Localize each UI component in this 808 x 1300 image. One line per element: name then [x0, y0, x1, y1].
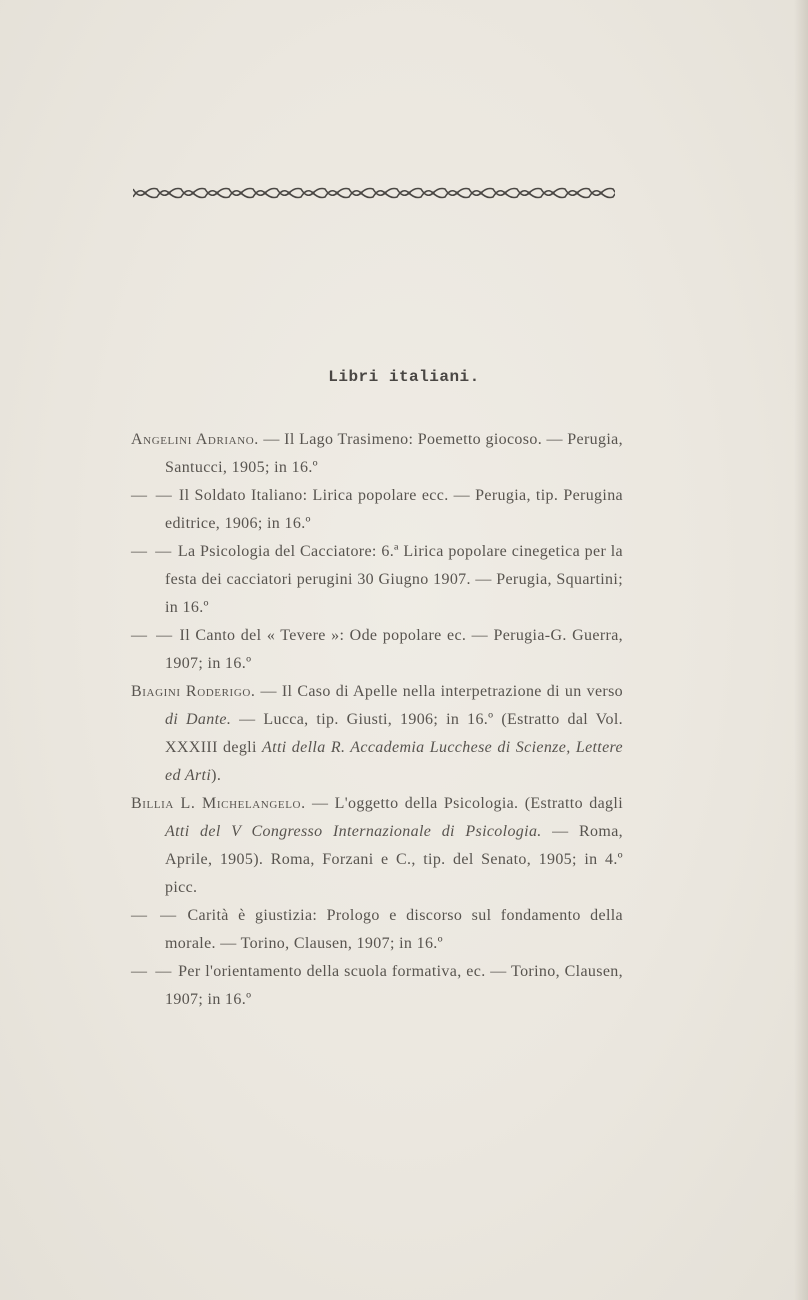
bibliography-entry	[131, 622, 623, 678]
entry-author: Biagini Roderigo.	[131, 683, 256, 700]
bibliography-entry	[131, 426, 623, 482]
entry-italic-title: Atti del V Congresso Internazionale di Psicologia.	[165, 823, 542, 840]
entry-text: — Il Caso di Apelle nella interpetrazione di un verso	[260, 683, 623, 700]
bibliography-entry	[131, 902, 623, 958]
entry-text: — L'oggetto della Psicologia. (Estratto dagli	[312, 795, 623, 812]
bibliography-entry	[131, 678, 623, 790]
ditto-dash: — —	[131, 627, 175, 644]
bibliography-entry	[131, 958, 623, 1014]
ditto-dash: — —	[131, 487, 174, 504]
bibliography-entry	[131, 482, 623, 538]
entry-text: Per l'orientamento della scuola formativa, ec. — Torino, Clausen, 1907; in 16.º	[165, 963, 624, 1008]
entry-text: — Il Lago Trasimeno: Poemetto giocoso. — Perugia, Santucci, 1905; in 16.º	[165, 431, 623, 476]
entry-author: Angelini Adriano.	[131, 431, 259, 448]
entry-text: Il Canto del « Tevere »: Ode popolare ec. — Perugia-G. Guerra, 1907; in 16.º	[165, 627, 624, 672]
bibliography-list	[131, 426, 623, 1014]
ditto-dash: — —	[131, 543, 174, 560]
ditto-dash: — —	[131, 963, 174, 980]
page-edge-shadow	[794, 0, 808, 1300]
entry-text: — Roma, Aprile, 1905). Roma, Forzani e C., tip. del Senato, 1905; in 4.º picc.	[165, 823, 623, 896]
entry-italic-title: Atti della R. Accademia Lucchese di Scienze, Lettere ed Arti	[165, 739, 623, 784]
entry-text: ).	[211, 767, 222, 784]
section-title: Libri italiani.	[328, 368, 480, 386]
entry-text: La Psicologia del Cacciatore: 6.ª Lirica popolare cinegetica per la festa dei cacciatori perugini 30 Giugno 1907. — Perugia, Squartini; in 16.º	[165, 543, 623, 616]
entry-italic-title: di Dante.	[165, 711, 232, 728]
bibliography-entry	[131, 538, 623, 622]
entry-author: Billia L. Michelangelo.	[131, 795, 306, 812]
entry-text: — Lucca, tip. Giusti, 1906; in 16.º (Estratto dal Vol. XXXIII degli	[165, 711, 623, 756]
ditto-dash: — —	[131, 907, 179, 924]
entry-text: Il Soldato Italiano: Lirica popolare ecc. — Perugia, tip. Perugina editrice, 1906; in 16.º	[165, 487, 624, 532]
decorative-border-ornament	[133, 186, 615, 200]
entry-text: Carità è giustizia: Prologo e discorso sul fondamento della morale. — Torino, Clausen, 1907; in 16.º	[165, 907, 623, 952]
bibliography-entry	[131, 790, 623, 902]
